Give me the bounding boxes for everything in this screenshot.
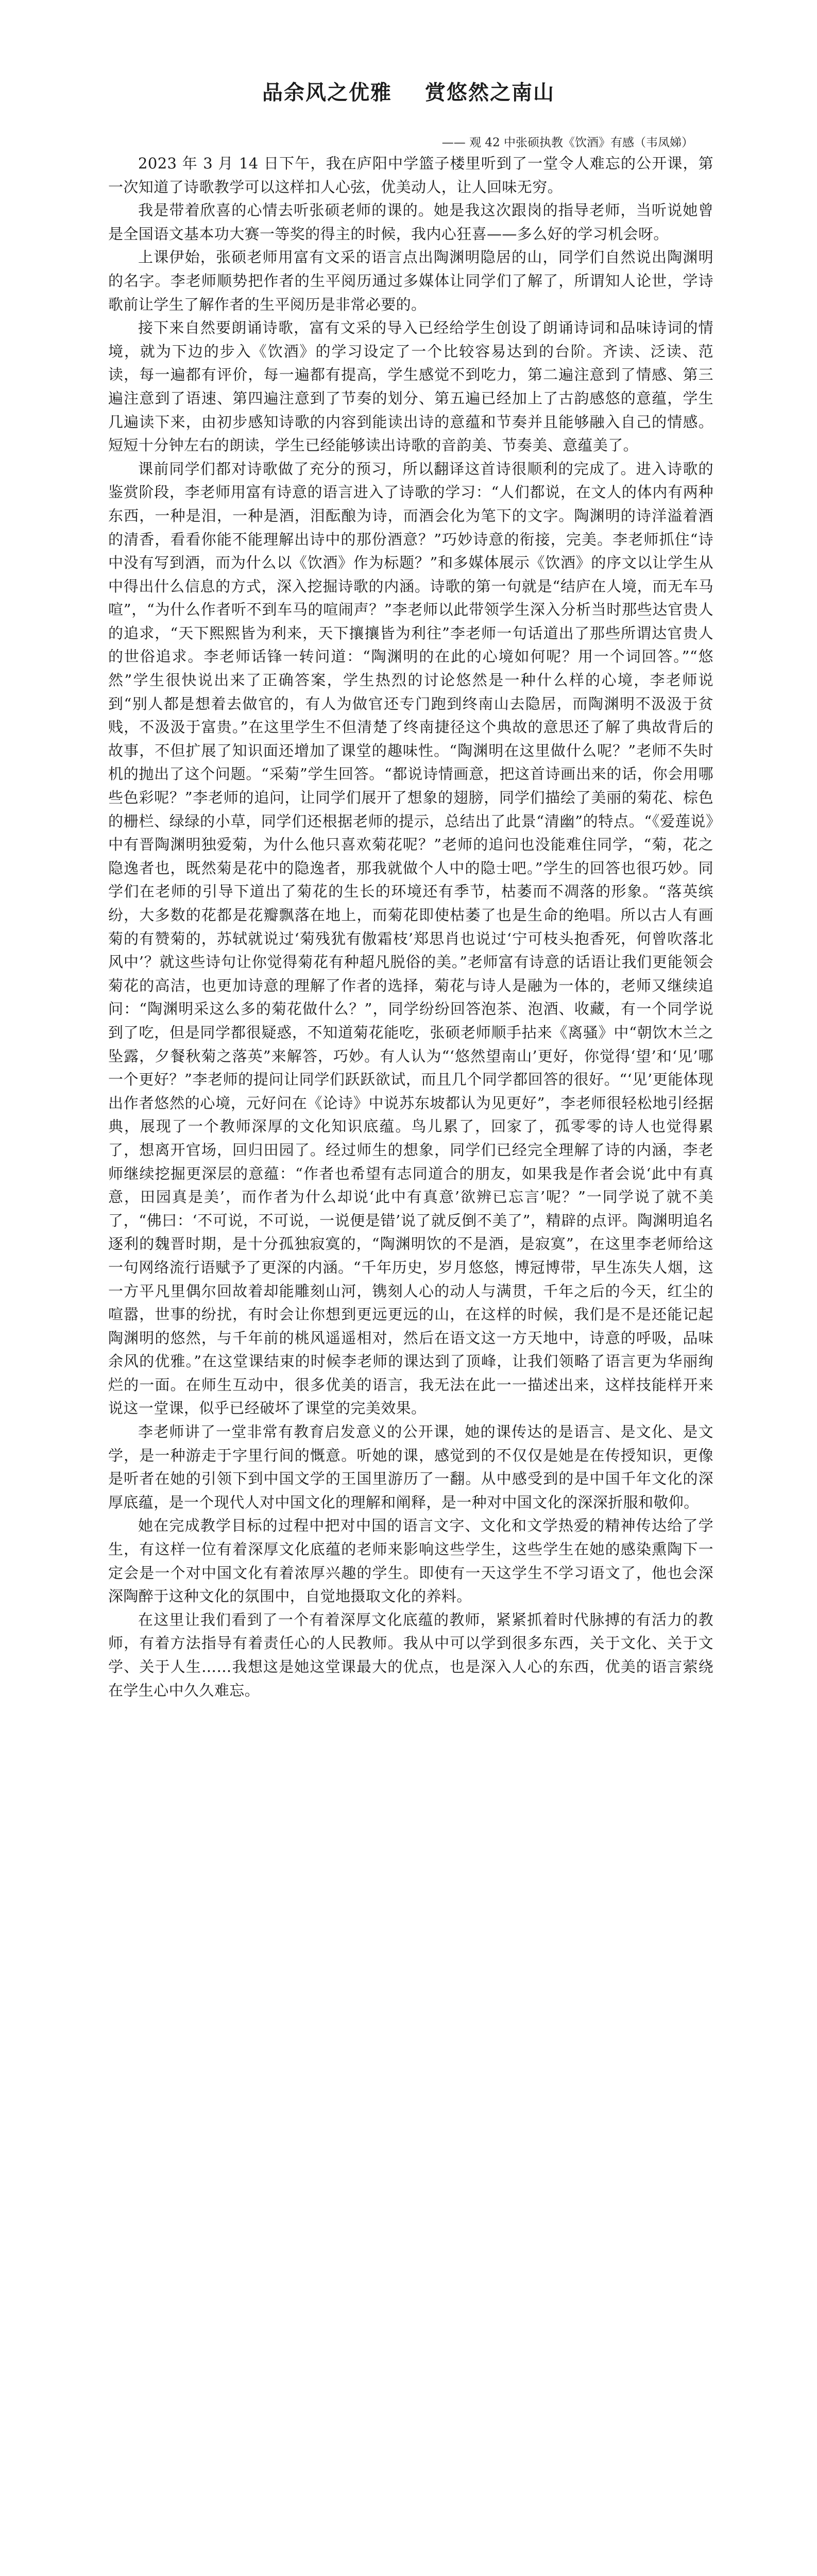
paragraph-3: 上课伊始，张硕老师用富有文采的语言点出陶渊明隐居的山，同学们自然说出陶渊明的名字。李老师顺势把作者的生平阅历通过多媒体让同学们了解了，所谓知人论世，学诗歌前让学生了解作者的生平阅历是非常必要的。	[108, 248, 713, 313]
title-left: 品余风之优雅	[262, 81, 392, 105]
article-title	[0, 76, 817, 106]
paragraph-6: 李老师讲了一堂非常有教育启发意义的公开课，她的课传达的是语言、是文化、是文学，是一种游走于字里行间的慨意。听她的课，感觉到的不仅仅是她是在传授知识，更像是听者在她的引领下到中国文学的王国里游历了一翻。从中感受到的是中国千年文化的深厚底蕴，是一个现代人对中国文化的理解和阐释，是一种对中国文化的深深折服和敬仰。	[108, 1423, 713, 1511]
paragraph-1: 2023 年 3 月 14 日下午，我在庐阳中学篮子楼里听到了一堂令人难忘的公开课，第一次知道了诗歌教学可以这样扣人心弦，优美动人，让人回味无穷。	[108, 155, 713, 196]
paragraph-8: 在这里让我们看到了一个有着深厚文化底蕴的教师，紧紧抓着时代脉搏的有活力的教师，有着方法指导有着责任心的人民教师。我从中可以学到很多东西，关于文化、关于文学、关于人生……我想这是她这堂课最大的优点，也是深入人心的东西，优美的语言萦绕在学生心中久久难忘。	[108, 1611, 713, 1699]
article-subtitle: —— 观 42 中张硕执教《饮酒》有感（韦凤娣）	[441, 136, 693, 149]
paragraph-5: 课前同学们都对诗歌做了充分的预习，所以翻译这首诗很顺利的完成了。进入诗歌的鉴赏阶段，李老师用富有诗意的语言进入了诗歌的学习：“人们都说，在文人的体内有两种东西，一种是泪，一种是酒，泪酝酿为诗，而酒会化为笔下的文字。陶渊明的诗洋溢着酒的清香，看看你能不能理解出诗中的那份酒意？”巧妙诗意的衔接，完美。李老师抓住“诗中没有写到酒，而为什么以《饮酒》作为标题？”和多媒体展示《饮酒》的序文以让学生从中得出什么信息的方式，深入挖掘诗歌的内涵。诗歌的第一句就是“结庐在人境，而无车马喧”，“为什么作者听不到车马的喧闹声？”李老师以此带领学生深入分析当时那些达官贵人的追求，“天下熙熙皆为利来，天下攘攘皆为利往”李老师一句话道出了那些所谓达官贵人的世俗追求。李老师话锋一转问道：“陶渊明的在此的心境如何呢？用一个词回答。”“悠然”学生很快说出来了正确答案，学生热烈的讨论悠然是一种什么样的心境，李老师说到“别人都是想着去做官的，有人为做官还专门跑到终南山去隐居，而陶渊明不汲汲于贫贱，不汲汲于富贵。”在这里学生不但清楚了终南捷径这个典故的意思还了解了典故背后的故事，不但扩展了知识面还增加了课堂的趣味性。“陶渊明在这里做什么呢？”老师不失时机的抛出了这个问题。“采菊”学生回答。“都说诗情画意，把这首诗画出来的话，你会用哪些色彩呢？”李老师的追问，让同学们展开了想象的翅膀，同学们描绘了美丽的菊花、棕色的栅栏、绿绿的小草，同学们还根据老师的提示，总结出了此景“清幽”的特点。“《爱莲说》中有晋陶渊明独爱菊，为什么他只喜欢菊花呢？”老师的追问也没能难住同学，“菊，花之隐逸者也，既然菊是花中的隐逸者，那我就做个人中的隐士吧。”学生的回答也很巧妙。同学们在老师的引导下道出了菊花的生长的环境还有季节，枯萎而不凋落的形象。“落英缤纷，大多数的花都是花瓣飘落在地上，而菊花即使枯萎了也是生命的绝唱。所以古人有画菊的有赞菊的，苏轼就说过‘菊残犹有傲霜枝’郑思肖也说过‘宁可枝头抱香死，何曾吹落北风中’？就这些诗句让你觉得菊花有种超凡脱俗的美。”老师富有诗意的话语让我们更能领会菊花的高洁，也更加诗意的理解了作者的选择，菊花与诗人是融为一体的，老师又继续追问：“陶渊明采这么多的菊花做什么？”，同学纷纷回答泡茶、泡酒、收藏，有一个同学说到了吃，但是同学都很疑惑，不知道菊花能吃，张硕老师顺手拈来《离骚》中“朝饮木兰之坠露，夕餐秋菊之落英”来解答，巧妙。有人认为“‘悠然望南山’更好，你觉得‘望’和‘见’哪一个更好？”李老师的提问让同学们跃跃欲试，而且几个同学都回答的很好。“‘见’更能体现出作者悠然的心境，元好问在《论诗》中说苏东坡都认为见更好”，李老师很轻松地引经据典，展现了一个教师深厚的文化知识底蕴。鸟儿累了，回家了，孤零零的诗人也觉得累了，想离开官场，回归田园了。经过师生的想象，同学们已经完全理解了诗的内涵，李老师继续挖掘更深层的意蕴：“作者也希望有志同道合的朋友，如果我是作者会说‘此中有真意，田园真是美’，而作者为什么却说‘此中有真意’欲辨已忘言’呢？”一同学说了就不美了，“佛曰：‘不可说，不可说，一说便是错’说了就反倒不美了”，精辟的点评。陶渊明追名逐利的魏晋时期，是十分孤独寂寞的，“陶渊明饮的不是酒，是寂寞”，在这里李老师给这一句网络流行语赋予了更深的内涵。“千年历史，岁月悠悠，博冠博带，早生冻失人烟，这一方平凡里偶尔回故着却能雕刻山河，镌刻人心的动人与满贯，千年之后的今天，红尘的喧嚣，世事的纷扰，有时会让你想到更远更远的山，在这样的时候，我们是不是还能记起陶渊明的悠然，与千年前的桃风遥遥相对，然后在语文这一方天地中，诗意的呼吸，品味余风的优雅。”在这堂课结束的时候李老师的课达到了顶峰，让我们领略了语言更为华丽绚烂的一面。在师生互动中，很多优美的语言，我无法在此一一描述出来，这样技能样开来说这一堂课，似乎已经破坏了课堂的完美效果。	[108, 460, 713, 1417]
title-right: 赏悠然之南山	[425, 81, 555, 105]
paragraph-4: 接下来自然要朗诵诗歌，富有文采的导入已经给学生创设了朗诵诗词和品味诗词的情境，就为下边的步入《饮酒》的学习设定了一个比较容易达到的台阶。齐读、泛读、范读，每一遍都有评价，每一遍都有提高，学生感觉不到吃力，第二遍注意到了情感、第三遍注意到了语速、第四遍注意到了节奏的划分、第五遍已经加上了古韵感悠的意蕴，学生几遍读下来，由初步感知诗歌的内容到能读出诗的意蕴和节奏并且能够融入自己的情感。短短十分钟左右的朗读，学生已经能够读出诗歌的音韵美、节奏美、意蕴美了。	[108, 319, 713, 454]
article-body	[108, 152, 713, 2576]
paragraph-7: 她在完成教学目标的过程中把对中国的语言文字、文化和文学热爱的精神传达给了学生，有这样一位有着深厚文化底蕴的老师来影响这些学生，这些学生在她的感染熏陶下一定会是一个对中国文化有着浓厚兴趣的学生。即使有一天这学生不学习语文了，他也会深深陶醉于这种文化的氛围中，自觉地摄取文化的养料。	[108, 1517, 713, 1605]
paragraph-2: 我是带着欣喜的心情去听张硕老师的课的。她是我这次跟岗的指导老师，当听说她曾是全国语文基本功大赛一等奖的得主的时候，我内心狂喜——多么好的学习机会呀。	[108, 201, 713, 243]
